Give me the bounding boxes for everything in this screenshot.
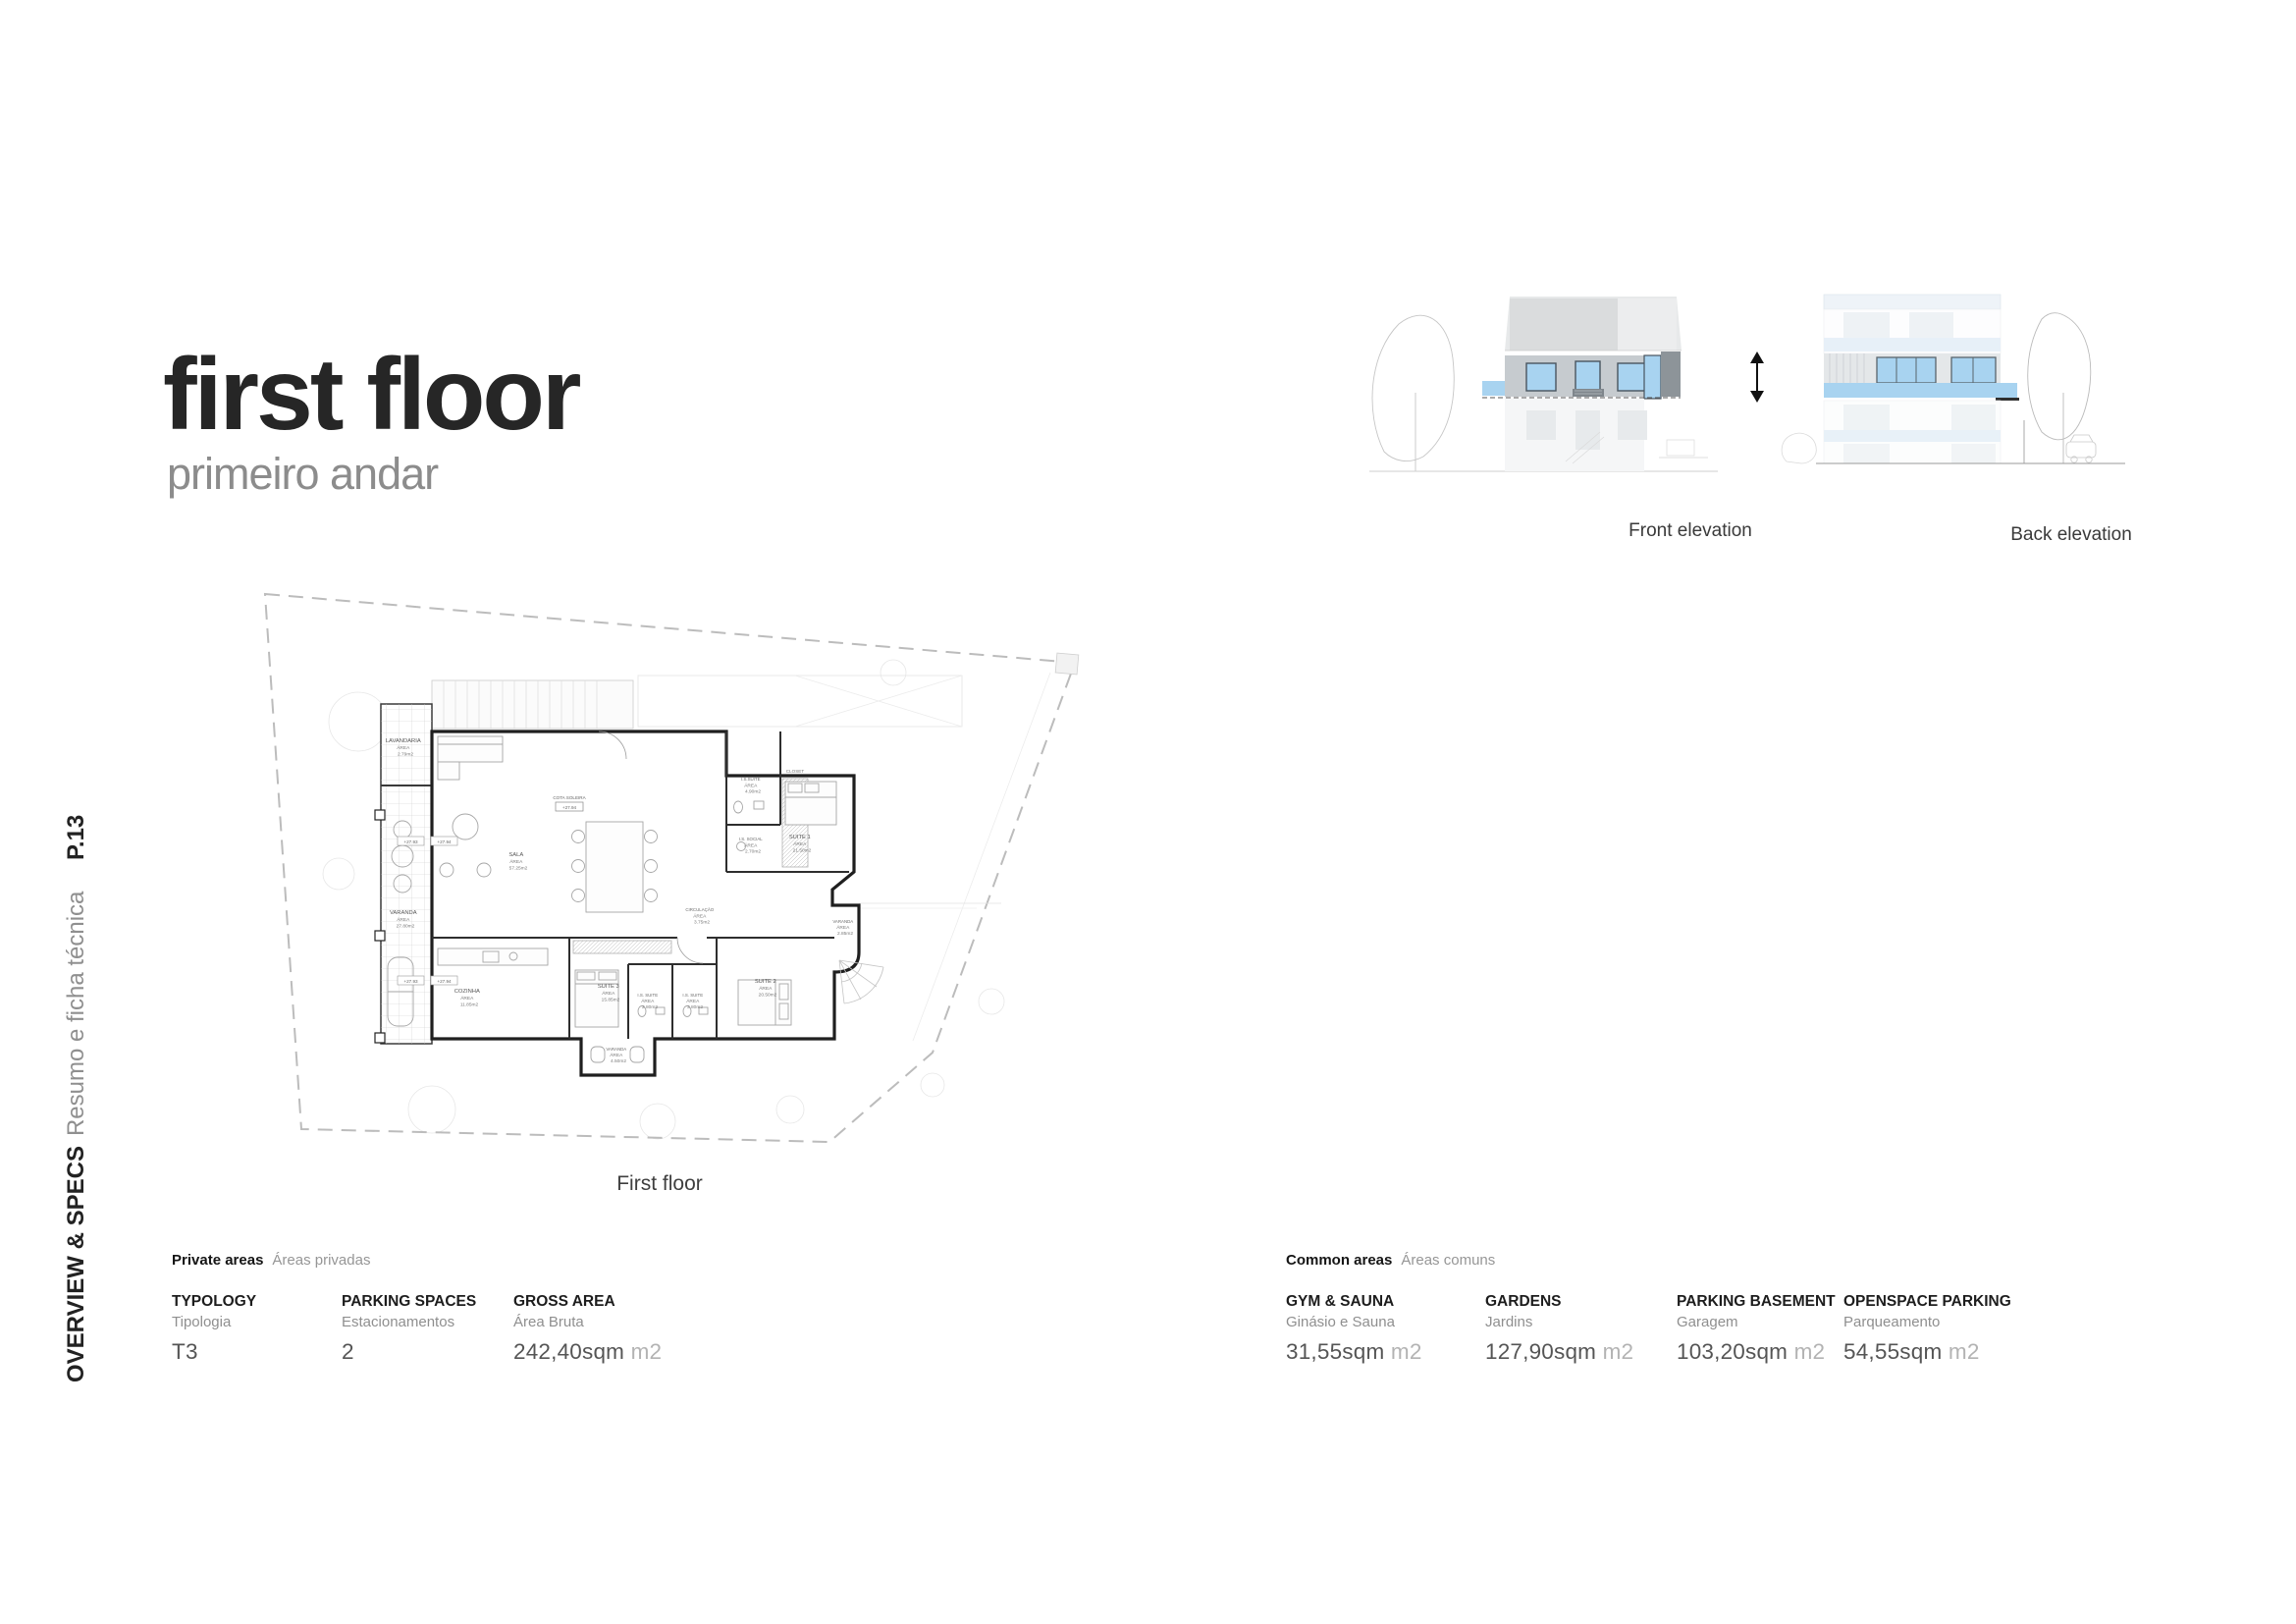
room-label-suite1: SUITE 1 ÁREA 21.50m2 xyxy=(788,835,812,854)
cota-soleira-label: COTA SOLEIRA xyxy=(553,795,586,800)
plan-caption: First floor xyxy=(616,1172,703,1195)
car-icon xyxy=(2066,435,2096,462)
back-elevation xyxy=(1782,295,2125,463)
bush-icon xyxy=(1782,433,1816,463)
lower-floor-outline xyxy=(913,673,1050,1041)
room-label-is-suite-a: I.S. SUITE ÁREA 2.80m2 xyxy=(637,993,659,1010)
boundary-corner-marker xyxy=(1055,653,1079,675)
spec-gross-area: GROSS AREA Área Bruta 242,40sqm m2 xyxy=(513,1293,663,1364)
room-label-lavandaria: LAVANDARIA ÁREA 2.79m2 xyxy=(385,738,421,758)
page-number: P.13 xyxy=(63,814,89,860)
spec-gardens: GARDENS Jardins 127,90sqm m2 xyxy=(1485,1293,1634,1364)
tree-icon xyxy=(2028,313,2091,440)
section-title: OVERVIEW & SPECS xyxy=(63,1146,89,1382)
room-label-suite2: SUITE 2 ÁREA 20.50m2 xyxy=(754,979,777,999)
room-label-suite3: SUITE 3 ÁREA 15.85m2 xyxy=(597,984,620,1003)
page-subtitle: primeiro andar xyxy=(167,449,439,499)
spec-parking-spaces: PARKING SPACES Estacionamentos 2 xyxy=(342,1293,477,1364)
common-areas-subtitle: Áreas comuns xyxy=(1401,1252,1496,1269)
back-elevation-caption: Back elevation xyxy=(2010,524,2132,545)
private-areas-title: Private areas xyxy=(172,1252,264,1269)
common-areas-title: Common areas xyxy=(1286,1252,1393,1269)
floor-plan-drawing xyxy=(245,579,1109,1218)
svg-text:+27.94: +27.94 xyxy=(437,979,452,984)
common-areas-header xyxy=(1286,1253,1495,1268)
double-arrow-icon xyxy=(1750,352,1764,403)
room-label-closet: CLOSET xyxy=(785,769,805,774)
room-label-circulacao: CIRCULAÇÃO ÁREA 3.75m2 xyxy=(685,907,715,926)
room-label-is-suite-top: I.S.SUITE ÁREA 4.90m2 xyxy=(741,777,761,795)
room-label-varanda-left: VARANDA ÁREA 27.80m2 xyxy=(389,910,417,930)
room-label-varanda-right: VARANDA ÁREA 2.85m2 xyxy=(832,919,854,937)
room-label-is-social: I.S. SOCIAL ÁREA 2.70m2 xyxy=(738,837,763,855)
spec-gym-sauna: GYM & SAUNA Ginásio e Sauna 31,55sqm m2 xyxy=(1286,1293,1422,1364)
svg-text:+27.94: +27.94 xyxy=(437,839,452,844)
spec-typology: TYPOLOGY Tipologia T3 xyxy=(172,1293,257,1364)
spec-parking-basement: PARKING BASEMENT Garagem 103,20sqm m2 xyxy=(1677,1293,1836,1364)
cota-soleira-value: +27.94 xyxy=(561,805,577,810)
private-areas-header xyxy=(172,1253,370,1268)
section-label xyxy=(65,892,88,1382)
wardrobe-hatch xyxy=(573,941,671,953)
room-label-varanda-bottom: VARANDA ÁREA 4.50m2 xyxy=(606,1047,627,1064)
room-label-is-suite-b: I.S. SUITE ÁREA 3.80m2 xyxy=(682,993,704,1010)
spec-openspace-parking: OPENSPACE PARKING Parqueamento 54,55sqm m2 xyxy=(1843,1293,2011,1364)
front-elevation-caption: Front elevation xyxy=(1629,520,1752,541)
front-elevation xyxy=(1369,297,1718,471)
section-subtitle: Resumo e ficha técnica xyxy=(63,891,89,1137)
page-title: first floor xyxy=(163,338,579,452)
room-label-cozinha: COZINHA ÁREA 11.85m2 xyxy=(454,989,480,1008)
elevations-drawing xyxy=(1355,275,2140,560)
tree-icon xyxy=(1372,315,1454,460)
svg-text:+27.93: +27.93 xyxy=(403,839,418,844)
private-areas-subtitle: Áreas privadas xyxy=(272,1252,371,1269)
svg-text:+27.93: +27.93 xyxy=(403,979,418,984)
room-label-sala: SALA ÁREA 57.25m2 xyxy=(508,852,528,872)
